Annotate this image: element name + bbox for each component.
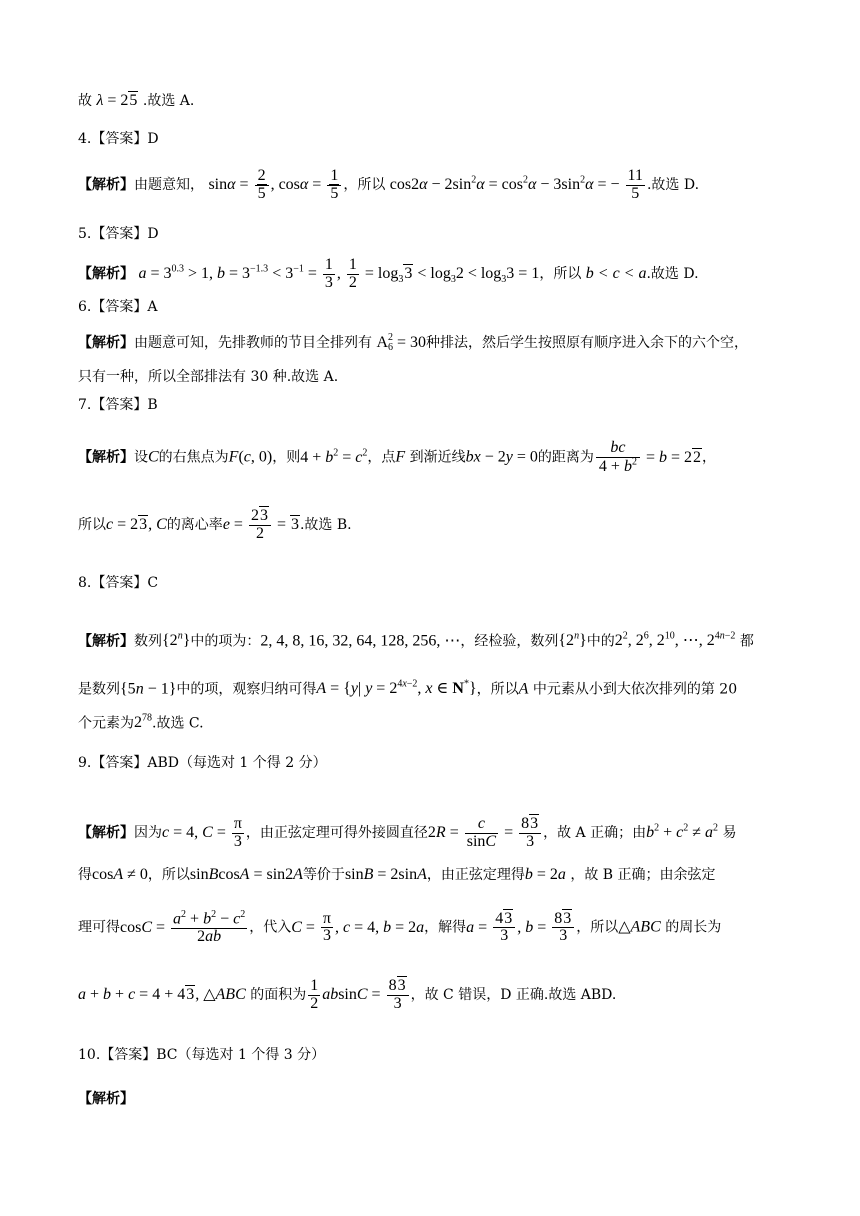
q8-powers: $2^2$, $2^6$, $2^{10}$, ⋯, $2^{4n-2}$ [614, 631, 736, 650]
q9-l2e: ，故 B 正确；由余弦定 [570, 867, 716, 883]
q8-t4: 中的 [586, 633, 615, 650]
q8-setA: A = {y| $y = 2^{4x-2}$, x ∈ N*} [316, 679, 477, 698]
q10-answer: 10.【答案】BC（每选对 1 个得 3 分） [78, 1047, 326, 1063]
q4-math1: sinα = $\frac{2}{5}$ , cosα = $\frac{1}{5}$ [208, 176, 343, 193]
q4-text3: .故选 D. [646, 176, 700, 193]
q8-analysis-2 [78, 674, 800, 700]
q7-t1: 设 [134, 449, 148, 466]
q8-analysis-1 [78, 626, 800, 652]
q8-l3a: 个元素为 [78, 715, 134, 732]
q4-answer: 4.【答案】D [78, 131, 159, 147]
q9-l3e: 的周长为 [665, 919, 722, 936]
q9-t3: ，故 A 正确；由 [543, 824, 647, 841]
q9-analysis-1 [78, 816, 800, 851]
q8-l2c: ，所以 [476, 681, 519, 698]
q8-tag: 【解析】 [78, 633, 134, 650]
q8-l3b: .故选 C. [152, 715, 204, 732]
q9-t2: ，由正弦定理可得外接圆直径 [245, 824, 428, 841]
q7-eq1: $4 + b^2 = c^2$ [300, 447, 368, 466]
q8-278: $2^{78}$ [134, 713, 152, 732]
q6-analysis-1 [78, 332, 800, 360]
q9-eq1: sinBcosA = sin2A [189, 866, 303, 883]
q7-asym: bx − 2y = 0 [465, 448, 538, 466]
q10-tag: 【解析】 [78, 1091, 134, 1107]
q9-l2c: 等价于 [302, 867, 345, 883]
q9-ineq: $b^2 + c^2 \ne a^2$ [646, 822, 719, 841]
q8-l2a: 是数列 [78, 681, 120, 698]
q9-tag: 【解析】 [78, 824, 134, 841]
q8-seq2: {2$^n$} [558, 631, 587, 650]
q9-cosA: cosA ≠ 0 [92, 866, 148, 883]
q9-l3d: ，所以 [576, 919, 619, 936]
q4-text1: 由题意知， [134, 176, 204, 193]
q9-cosC: cosC = $\frac{a^2 + b^2 - c^2}{2ab}$ [120, 909, 246, 946]
q7-analysis-1 [78, 440, 800, 476]
q9-analysis-2 [78, 864, 800, 886]
q6-text2: 种排法，然后学生按照原有顺序进入余下的六个空， [426, 335, 749, 351]
q8-seq: {2$^n$} [162, 631, 191, 650]
q8-analysis-3 [78, 708, 800, 734]
q5-math1: $a = 3^{0.3} > 1$, $b = 3^{-1.3} < 3^{-1}$ = $\frac{1}{3}$ , $\frac{1}{2}$ = $\log_33 < \log_32 < \log_33 = 1$ [138, 256, 540, 291]
q7-l2a: 所以 [78, 516, 106, 533]
q9-l2a: 得 [78, 867, 92, 883]
q7-e: e = $\frac{23}{2}$ = 3 [222, 507, 299, 542]
q9-b2a: b = 2a [524, 866, 566, 883]
q3-tail-post: .故选 A. [142, 93, 195, 109]
q6-math1: A 2 6 = 30 [376, 332, 427, 354]
q9-t1: 因为 [134, 824, 162, 841]
q7-l2c: .故选 B. [299, 516, 352, 533]
q9-area: $\frac{1}{2}$ absinC = $\frac{83}{3}$ [306, 986, 410, 1003]
q9-analysis-4 [78, 978, 800, 1013]
q6-answer: 6.【答案】A [78, 299, 158, 315]
q7-dist: $\frac{bc}{4 + b^2}$ = b = 22 [594, 449, 702, 466]
q7-answer: 7.【答案】B [78, 397, 158, 413]
q9-l3a: 理可得 [78, 919, 120, 936]
q5-tag: 【解析】 [78, 265, 134, 282]
q7-tag: 【解析】 [78, 449, 134, 466]
q8-t5: 都 [739, 633, 754, 650]
q7-t6: 的距离为 [537, 449, 594, 466]
q6-analysis-2: 只有一种，所以全部排法有 30 种.故选 A. [78, 369, 339, 385]
q7-t5: 到渐近线 [409, 449, 466, 466]
q5-text1: ，所以 [539, 265, 582, 282]
q9-eq2: sinB = 2sinA [344, 866, 427, 883]
q8-l2d: 中元素从小到大依次排列的第 20 [532, 681, 738, 698]
q7-F2: F [395, 448, 406, 466]
q7-t3: ，则 [272, 449, 301, 466]
q7-t7: ， [702, 449, 716, 466]
q5-answer: 5.【答案】D [78, 226, 159, 242]
q9-l2d: ，由正弦定理得 [426, 867, 525, 883]
q4-analysis [78, 168, 800, 203]
q3-lambda-expr: λ = 25 [96, 92, 138, 109]
q4-math2: $\cos 2\alpha - 2\sin^2\alpha = \cos^2\alpha - 3\sin^2\alpha$ = − $\frac{11}{5}$ [389, 167, 643, 202]
q9-perim: a + b + c = 4 + 43, △ABC [78, 985, 246, 1003]
q4-text2: ，所以 [343, 176, 386, 193]
q9-l2b: ，所以 [147, 867, 190, 883]
q9-l4a: 的面积为 [250, 986, 307, 1003]
q5-analysis [78, 257, 800, 292]
q8-A: A [518, 680, 529, 698]
q4-tag: 【解析】 [78, 176, 134, 193]
q9-answer: 9.【答案】ABD（每选对 1 个得 2 分） [78, 755, 327, 771]
q8-l2b: 中的项，观察归纳可得 [176, 681, 317, 698]
q9-sol: a = $\frac{43}{3}$ , b = $\frac{83}{3}$ [466, 919, 576, 936]
q9-t4: 易 [722, 824, 737, 841]
q9-l3b: ，代入 [249, 919, 292, 936]
q6-text1: 由题意可知，先排教师的节目全排列有 [134, 335, 372, 351]
q7-c-val: c = 23, C [106, 515, 167, 533]
q9-analysis-3 [78, 910, 800, 946]
q8-seq3: {5n − 1} [120, 680, 177, 698]
q8-terms: 2, 4, 8, 16, 32, 64, 128, 256, ⋯ [260, 632, 461, 650]
q8-t1: 数列 [134, 633, 162, 650]
q9-tri: △ABC [618, 918, 661, 936]
q6-tag: 【解析】 [78, 335, 134, 351]
q8-t2: 中的项为： [190, 633, 261, 650]
q7-t2: 的右焦点为 [158, 449, 229, 466]
q8-t3: ，经检验，数列 [460, 633, 559, 650]
q3-tail-line [78, 90, 800, 112]
q9-given: c = 4, C = $\frac{\pi}{3}$ [162, 815, 242, 850]
q9-l4b: ，故 C 错误，D 正确.故选 ABD. [410, 986, 617, 1003]
q5-text2: .故选 D. [646, 265, 699, 282]
q5-math2: b < c < a [585, 264, 647, 282]
q7-l2b: 的离心率 [166, 516, 223, 533]
q7-analysis-2 [78, 508, 800, 543]
q9-l3c: ，解得 [424, 919, 467, 936]
q3-tail-pre: 故 [78, 93, 92, 109]
q7-F: F(c, 0) [228, 448, 273, 466]
q7-t4: ，点 [367, 449, 396, 466]
q8-answer: 8.【答案】C [78, 575, 159, 591]
q9-sub: C = $\frac{\pi}{3}$ , c = 4, b = 2a [291, 909, 425, 945]
q9-2R: 2R = $\frac{c}{\sin C}$ = $\frac{83}{3}$ [428, 824, 543, 841]
q7-c: C [148, 448, 159, 466]
